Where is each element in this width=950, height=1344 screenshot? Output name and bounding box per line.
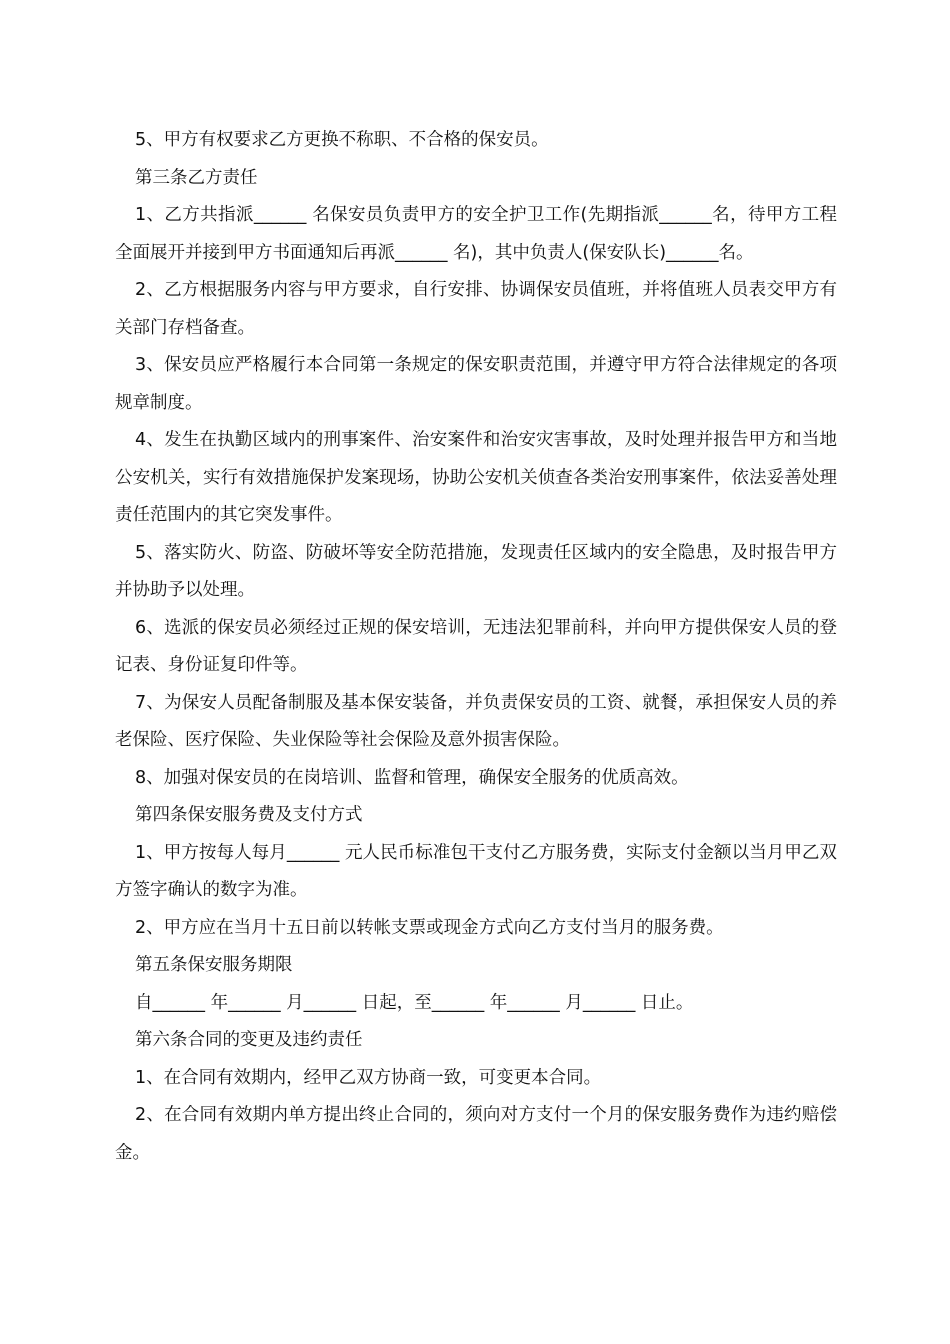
- document-body: [115, 122, 837, 1172]
- article-6-heading: 第六条合同的变更及违约责任: [135, 1030, 363, 1050]
- clause-3-duties: 3、保安员应严格履行本合同第一条规定的保安职责范围，并遵守甲方符合法律规定的各项规章制度。: [115, 355, 837, 413]
- clause-1-fee: 1、甲方按每人每月______ 元人民币标准包干支付乙方服务费，实际支付金额以当月甲乙双方签字确认的数字为准。: [115, 842, 837, 900]
- clause-8-supervision: 8、加强对保安员的在岗培训、监督和管理，确保安全服务的优质高效。: [135, 767, 689, 788]
- clause-2-termination: 2、在合同有效期内单方提出终止合同的，须向对方支付一个月的保安服务费作为违约赔偿金。: [115, 1105, 837, 1163]
- clause-1-assign-guards: 1、乙方共指派______ 名保安员负责甲方的安全护卫工作(先期指派______名，待甲方工程全面展开并接到甲方书面通知后再派______ 名)，其中负责人(保安队长)______名。: [115, 205, 837, 263]
- clause-2-payment: 2、甲方应在当月十五日前以转帐支票或现金方式向乙方支付当月的服务费。: [135, 917, 724, 938]
- clause-5-replace-guards: 5、甲方有权要求乙方更换不称职、不合格的保安员。: [135, 130, 549, 150]
- article-5-heading: 第五条保安服务期限: [135, 955, 293, 975]
- clause-2-scheduling: 2、乙方根据服务内容与甲方要求，自行安排、协调保安员值班，并将值班人员表交甲方有关部门存档备查。: [115, 280, 837, 338]
- clause-7-equipment: 7、为保安人员配备制服及基本保安装备，并负责保安员的工资、就餐，承担保安人员的养老保险、医疗保险、失业保险等社会保险及意外损害保险。: [115, 692, 837, 750]
- article-3-heading: 第三条乙方责任: [135, 167, 258, 188]
- service-period: 自______ 年______ 月______ 日起，至______ 年______ 月______ 日止。: [135, 992, 694, 1013]
- article-4-heading: 第四条保安服务费及支付方式: [135, 805, 363, 825]
- clause-1-amendment: 1、在合同有效期内，经甲乙双方协商一致，可变更本合同。: [135, 1067, 602, 1088]
- clause-4-incidents: 4、发生在执勤区域内的刑事案件、治安案件和治安灾害事故，及时处理并报告甲方和当地公安机关，实行有效措施保护发案现场，协助公安机关侦查各类治安刑事案件，依法妥善处理责任范围内的其它突发事件。: [115, 430, 837, 525]
- clause-6-training: 6、选派的保安员必须经过正规的保安培训，无违法犯罪前科，并向甲方提供保安人员的登记表、身份证复印件等。: [115, 617, 837, 675]
- clause-5-prevention: 5、落实防火、防盗、防破坏等安全防范措施，发现责任区域内的安全隐患，及时报告甲方并协助予以处理。: [115, 542, 837, 600]
